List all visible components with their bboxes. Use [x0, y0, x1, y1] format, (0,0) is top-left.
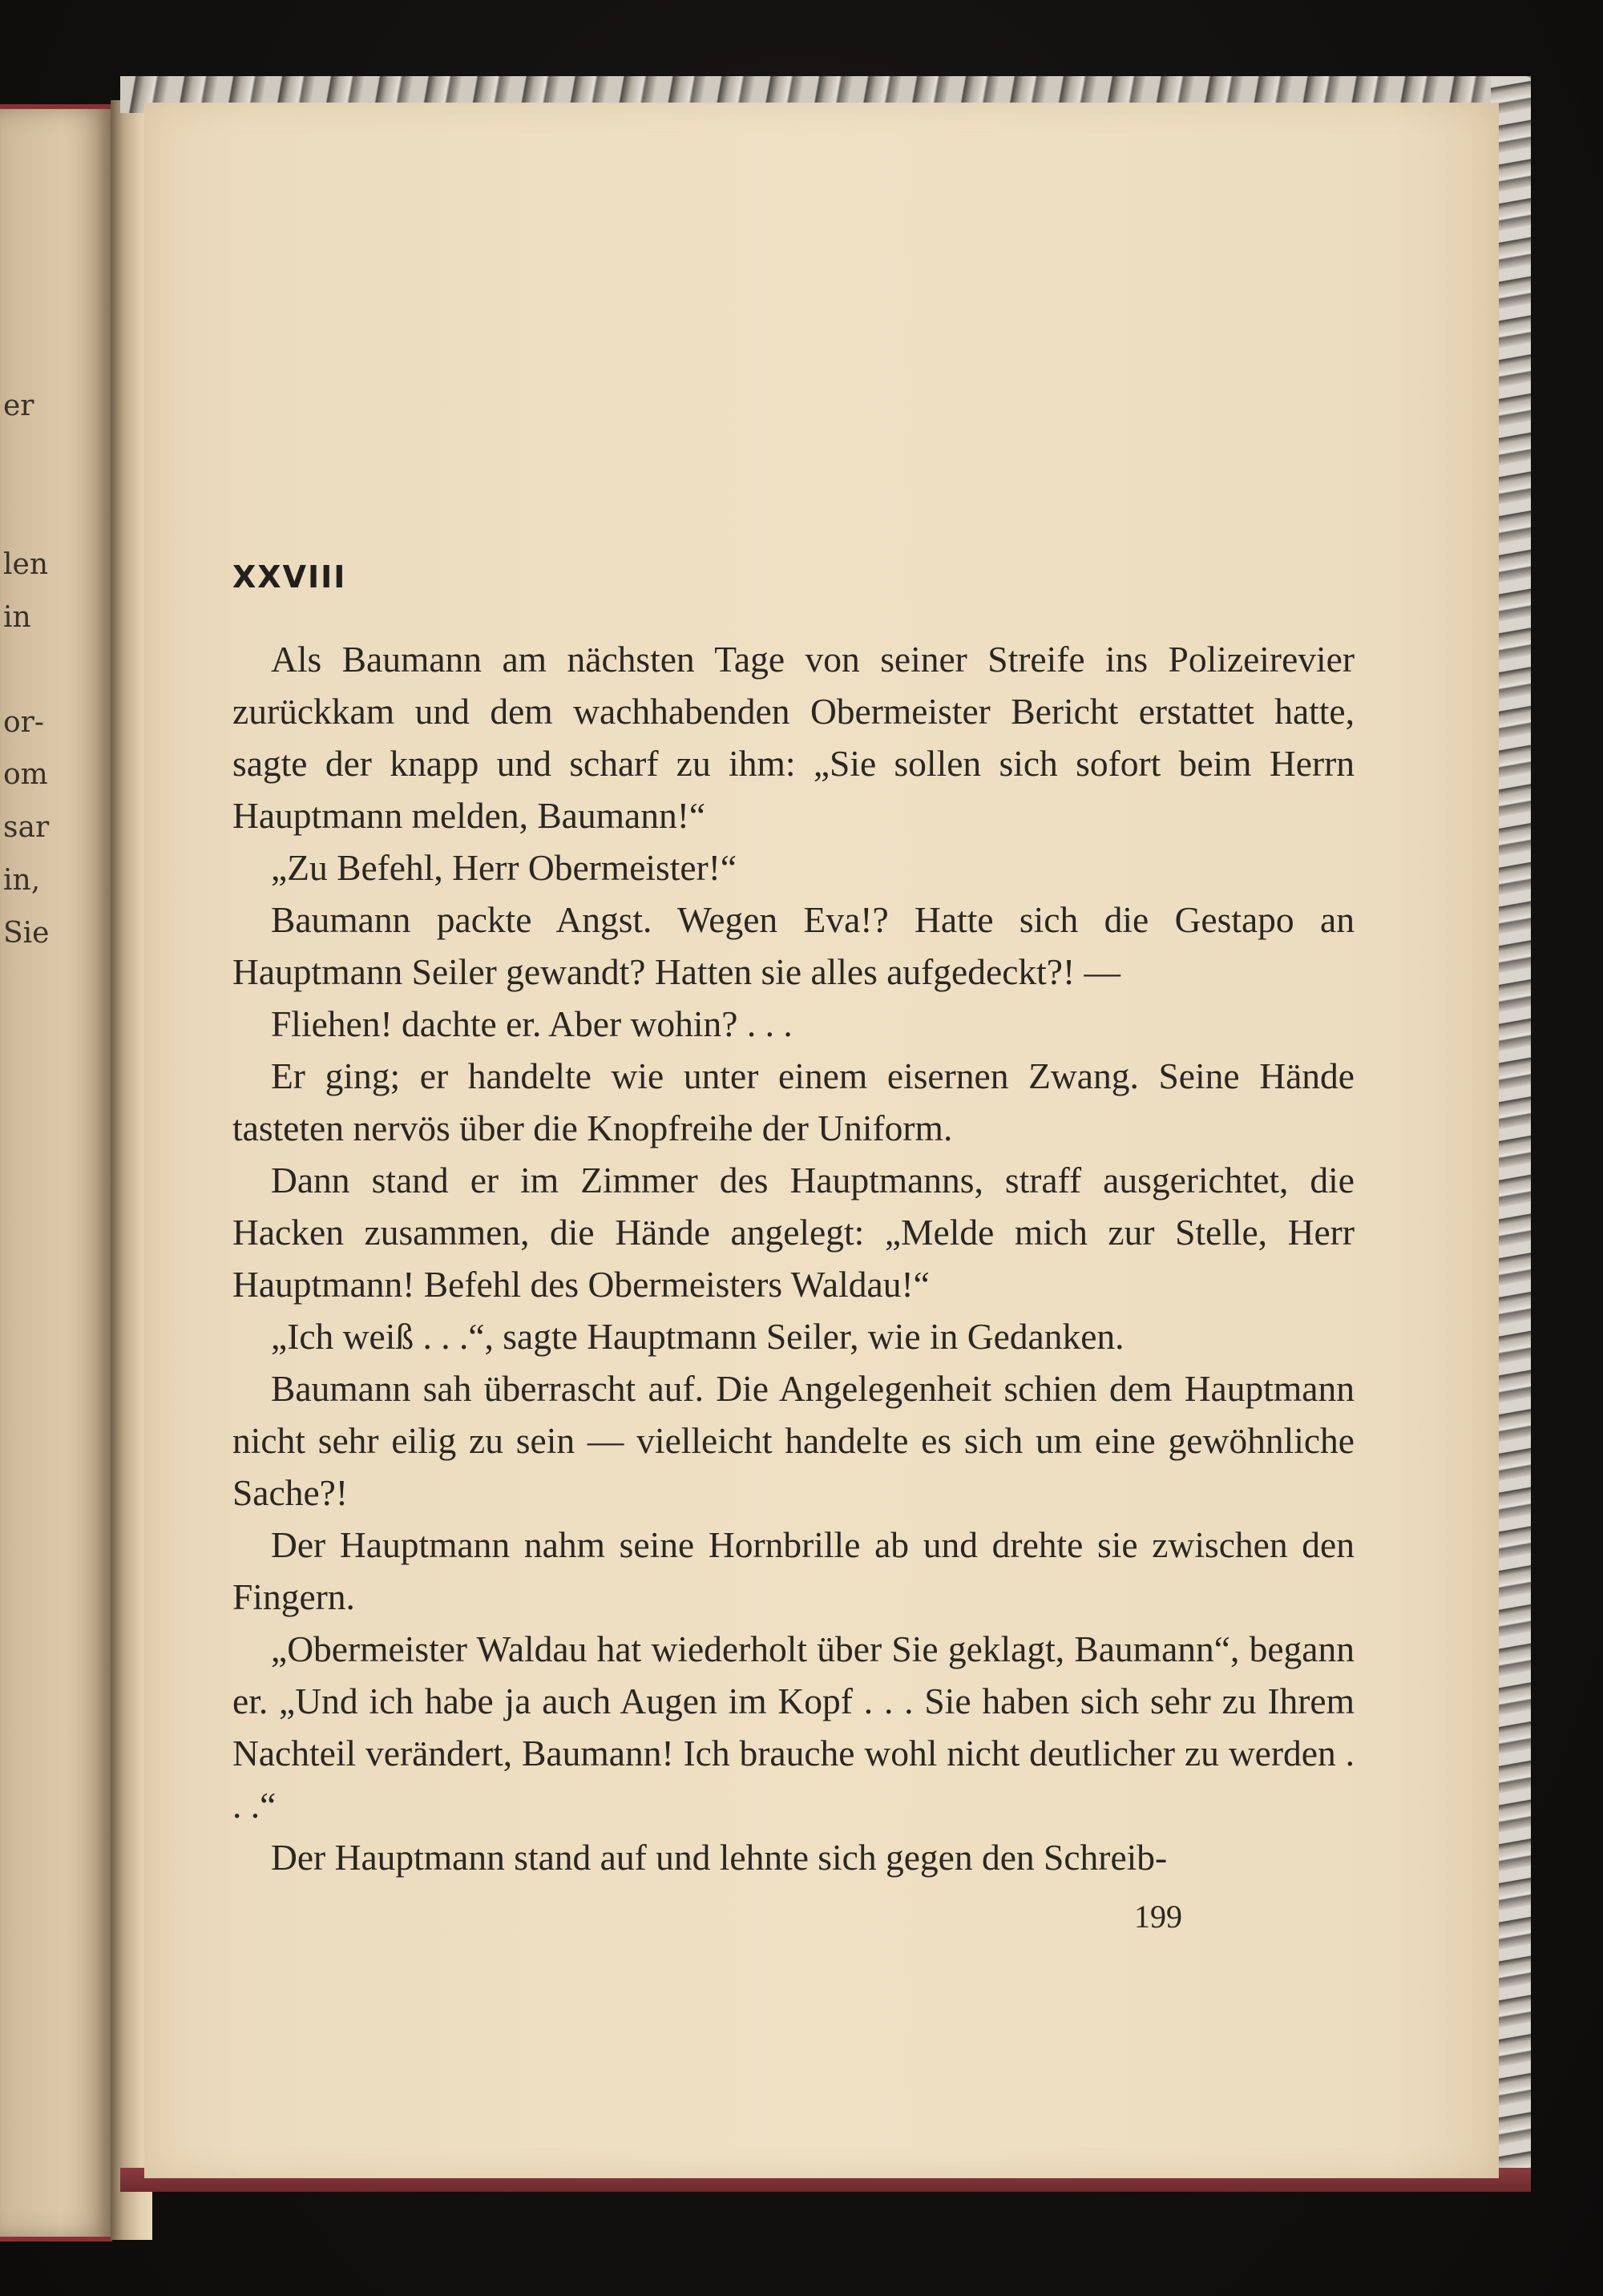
fragment: sar	[3, 811, 50, 844]
paragraph: Der Hauptmann nahm seine Hornbrille ab und drehte sie zwischen den Fingern.	[232, 1524, 1355, 1617]
previous-page	[0, 104, 112, 2242]
paragraph: Baumann sah überrascht auf. Die Angelegenheit schien dem Hauptmann nicht sehr eilig zu sein — vielleicht handelte es sich um eine gewöhnliche Sache?!	[232, 1368, 1355, 1513]
page-body	[232, 559, 1355, 1883]
fragment: Sie	[3, 917, 50, 950]
paragraph: Fliehen! dachte er. Aber wohin? . . .	[271, 1003, 793, 1044]
previous-page-text-fragments	[0, 109, 48, 2237]
chapter-heading: XXVIII	[232, 559, 347, 595]
paragraph: „Obermeister Waldau hat wiederholt über Sie geklagt, Baumann“, begann er. „Und ich habe ja auch Augen im Kopf . . . Sie haben sich sehr zu Ihrem Nachteil verändert, Baumann! Ich brauche wohl nicht deutlicher zu werden . . .“	[232, 1628, 1355, 1826]
paragraph: Er ging; er handelte wie unter einem eisernen Zwang. Seine Hände tasteten nervös über die Knopfreihe der Uniform.	[232, 1055, 1355, 1148]
body-text	[232, 633, 1355, 1883]
current-page	[144, 103, 1499, 2178]
paragraph: Dann stand er im Zimmer des Hauptmanns, straff ausgerichtet, die Hacken zusammen, die Hände angelegt: „Melde mich zur Stelle, Herr Hauptmann! Befehl des Obermeisters Waldau!“	[232, 1160, 1355, 1305]
fragment: in	[3, 601, 31, 634]
paragraph: Als Baumann am nächsten Tage von seiner Streife ins Polizeirevier zurückkam und dem wachhabenden Obermeister Bericht erstattet hatte, sagte der knapp und scharf zu ihm: „Sie sollen sich sofort beim Herrn Hauptmann melden, Baumann!“	[232, 639, 1355, 836]
fragment: om	[3, 758, 48, 791]
fragment: in,	[3, 864, 41, 897]
paragraph: „Zu Befehl, Herr Obermeister!“	[271, 847, 737, 888]
fragment: er	[3, 389, 34, 422]
paragraph: Der Hauptmann stand auf und lehnte sich gegen den Schreib-	[271, 1837, 1168, 1878]
page-number: 199	[1134, 1899, 1182, 1935]
fragment: or-	[3, 706, 45, 739]
paragraph: Baumann packte Angst. Wegen Eva!? Hatte sich die Gestapo an Hauptmann Seiler gewandt? Hatten sie alles aufgedeckt?! —	[232, 899, 1355, 992]
fragment: len	[3, 548, 49, 581]
paragraph: „Ich weiß . . .“, sagte Hauptmann Seiler, wie in Gedanken.	[271, 1316, 1125, 1357]
